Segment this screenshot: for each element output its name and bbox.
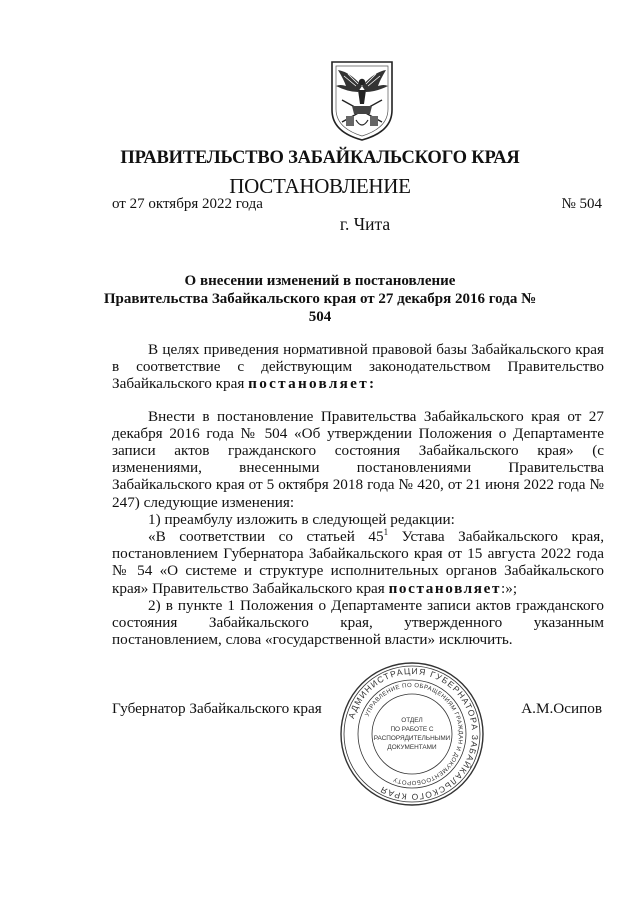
subject-line-1: О внесении изменений в постановление [184, 273, 456, 289]
paragraph-item-2: 2) в пункте 1 Положения о Департаменте записи актов гражданского состояния Забайкальского края, утвержденного указанным постановлением, слова «государственной власти» исключить. [112, 596, 604, 649]
signature-position: Губернатор Забайкальского края [112, 700, 322, 717]
new-preamble-b: Устава Забайкальского края, постановлением Губернатора Забайкальского края от 15 августа 2022 года № 54 «О системе и структуре исполнительных органов Забайкальского края» Правительство Забайкальского края [112, 528, 604, 597]
stamp-line-4: ДОКУМЕНТАМИ [387, 744, 437, 751]
stamp-graphic [338, 660, 486, 808]
signature-name: А.М.Осипов [521, 700, 602, 717]
document-date: от 27 октября 2022 года [112, 196, 263, 212]
paragraph-amend: Внести в постановление Правительства Забайкальского края от 27 декабря 2016 года № 504 «Об утверждении Положения о Департаменте записи актов гражданского состояния Забайкальского края» (с изменениями, внесенными постановлениями Правительства Забайкальского края от 5 октября 2018 года № 420, от 21 июня 2022 года № 247) следующие изменения: [112, 407, 604, 511]
document-body [112, 341, 604, 648]
new-preamble-a: «В соответствии со статьей 45 [148, 528, 384, 546]
article-superscript: 1 [383, 526, 389, 537]
official-stamp [338, 660, 486, 808]
stamp-ring-text: АДМИНИСТРАЦИЯ ГУБЕРНАТОРА ЗАБАЙКАЛЬСКОГО КРАЯ [346, 665, 481, 803]
document-number: № 504 [561, 196, 602, 212]
stamp-line-3: РАСПОРЯДИТЕЛЬНЫМИ [373, 735, 451, 742]
preamble-text: В целях приведения нормативной правовой базы Забайкальского края в соответствие с действующим законодательством Правительство Забайкальского края [112, 341, 604, 393]
subject-line-2: Правительства Забайкальского края от 27 декабря 2016 года № 504 [103, 291, 537, 325]
government-title: ПРАВИТЕЛЬСТВО ЗАБАЙКАЛЬСКОГО КРАЯ [120, 148, 520, 168]
paragraph-new-preamble [112, 528, 604, 597]
stamp-inner-ring-text: УПРАВЛЕНИЕ ПО ОБРАЩЕНИЯМ ГРАЖДАН И ДОКУМЕНТООБОРОТУ [364, 682, 464, 786]
document-type: ПОСТАНОВЛЕНИЕ [229, 174, 411, 198]
stamp-line-1: ОТДЕЛ [401, 717, 423, 724]
stamp-line-2: ПО РАБОТЕ С [390, 726, 434, 733]
preamble-keyword: постановляет: [248, 375, 377, 393]
document-subject [100, 272, 540, 326]
paragraph-preamble [112, 341, 604, 393]
svg-text:УПРАВЛЕНИЕ ПО ОБРАЩЕНИЯМ ГРАЖД [365, 683, 463, 785]
document-city: г. Чита [339, 214, 391, 234]
new-preamble-end: :»; [501, 579, 518, 597]
coat-of-arms-icon [322, 60, 402, 142]
new-preamble-keyword: постановляет [388, 579, 502, 597]
paragraph-item-1: 1) преамбулу изложить в следующей редакции: [148, 510, 455, 528]
